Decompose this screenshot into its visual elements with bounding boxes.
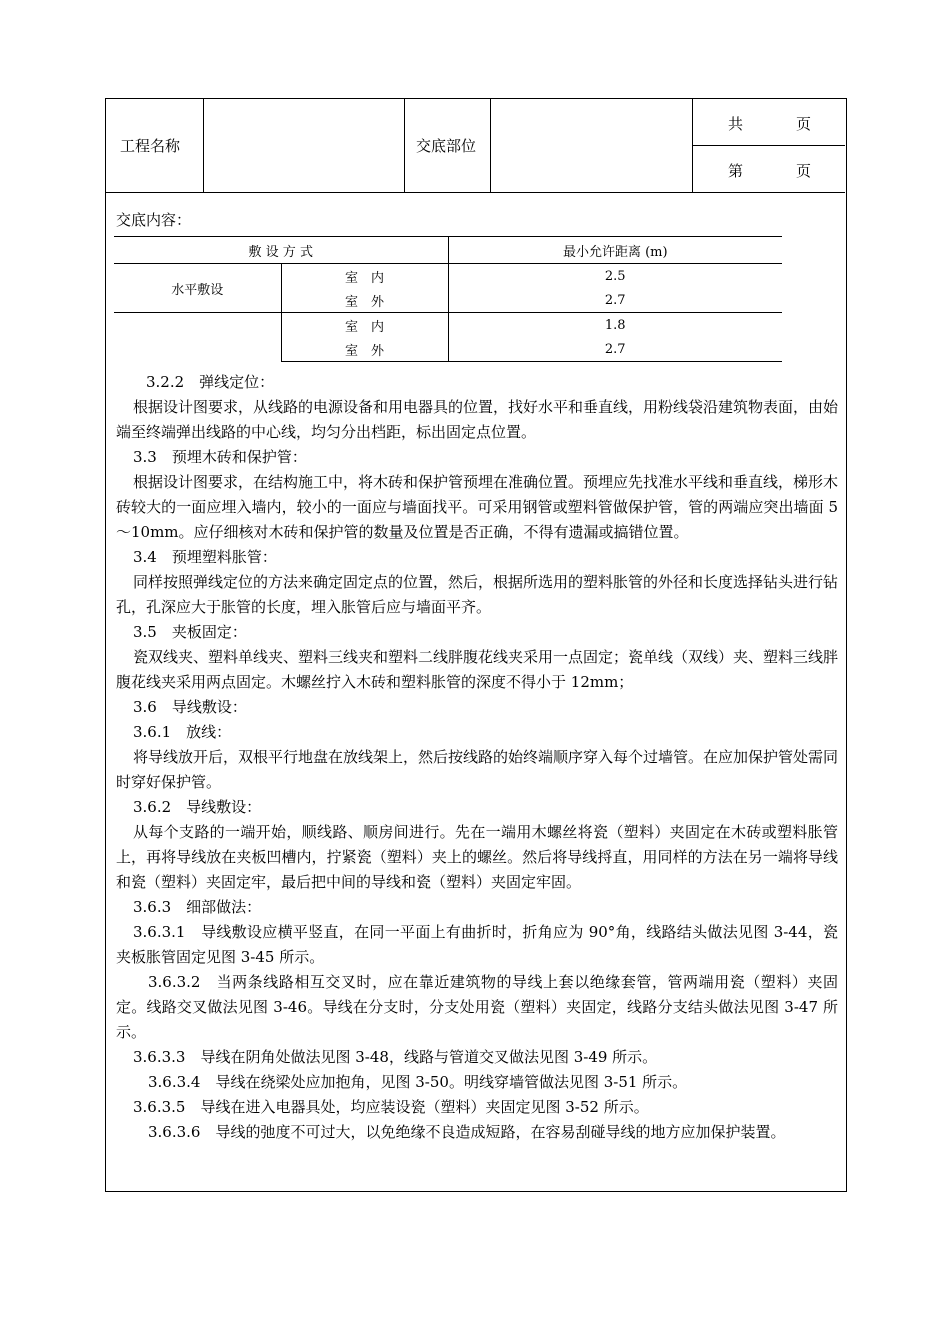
section-heading: 3.6.1 放线： xyxy=(133,723,232,741)
project-name-label: 工程名称 xyxy=(120,137,181,155)
paragraph: 3.6.3.3 导线在阴角处做法见图 3-48，线路与管道交叉做法见图 3-49 所示。 xyxy=(133,1048,658,1066)
paragraph: 3.6.3.5 导线在进入电器具处，均应装设瓷（塑料）夹固定见图 3-52 所示。 xyxy=(133,1098,649,1116)
total-pages-unit: 页 xyxy=(796,115,812,133)
min-distance-table xyxy=(114,236,782,362)
table-header-row xyxy=(114,237,782,264)
section-heading: 3.6.2 导线敷设： xyxy=(133,798,262,816)
table-cell-distance: 2.7 xyxy=(448,337,782,362)
table-cell-distance: 2.7 xyxy=(448,288,782,313)
paragraph: 瓷双线夹、塑料单线夹、塑料三线夹和塑料二线胖腹花线夹采用一点固定；瓷单线（双线）夹、塑料三线胖腹花线夹采用两点固定。木螺丝拧入木砖和塑料胀管的深度不得小于 12mm； xyxy=(116,648,839,691)
paragraph: 同样按照弹线定位的方法来确定固定点的位置，然后，根据所选用的塑料胀管的外径和长度选择钻头进行钻孔，孔深应大于胀管的长度，埋入胀管后应与墙面平齐。 xyxy=(116,573,839,616)
page-number-label: 第 xyxy=(728,162,744,180)
section-heading: 3.5 夹板固定： xyxy=(133,623,247,641)
table-cell-distance: 2.5 xyxy=(448,264,782,289)
paragraph: 3.6.3.4 导线在绕梁处应加抱角，见图 3-50。明线穿墙管做法见图 3-51 所示。 xyxy=(148,1073,688,1091)
page-number-unit: 页 xyxy=(796,162,812,180)
paragraph: 根据设计图要求，在结构施工中，将木砖和保护管预埋在准确位置。预埋应先找准水平线和垂直线，梯形木砖较大的一面应埋入墙内，较小的一面应与墙面找平。可采用钢管或塑料管做保护管，管的两端应突出墙面 5～10mm。应仔细核对木砖和保护管的数量及位置是否正确，不得有遗漏或搞错位置。 xyxy=(116,473,839,541)
column-header-method: 敷 设 方 式 xyxy=(114,237,448,264)
table-cell-location: 室 外 xyxy=(281,337,448,362)
paragraph: 从每个支路的一端开始，顺线路、顺房间进行。先在一端用木螺丝将瓷（塑料）夹固定在木砖或塑料胀管上，再将导线放在夹板凹槽内，拧紧瓷（塑料）夹上的螺丝。然后将导线捋直，用同样的方法在另一端将导线和瓷（塑料）夹固定牢，最后把中间的导线和瓷（塑料）夹固定牢固。 xyxy=(116,823,838,891)
table-row xyxy=(114,264,782,289)
table-cell-group xyxy=(114,313,281,362)
section-heading: 3.6.3 细部做法： xyxy=(133,898,262,916)
section-heading: 3.4 预埋塑料胀管： xyxy=(133,548,277,566)
table-cell-group: 水平敷设 xyxy=(171,282,224,298)
disclosure-body xyxy=(116,370,838,1145)
paragraph: 根据设计图要求，从线路的电源设备和用电器具的位置，找好水平和垂直线，用粉线袋沿建筑物表面，由始端至终端弹出线路的中心线，均匀分出档距，标出固定点位置。 xyxy=(116,398,839,441)
divider xyxy=(203,99,204,192)
paragraph: 3.6.3.6 导线的弛度不可过大，以免绝缘不良造成短路，在容易刮碰导线的地方应加保护装置。 xyxy=(148,1123,786,1141)
disclosure-form xyxy=(105,98,847,1192)
section-heading: 3.6 导线敷设： xyxy=(133,698,247,716)
header-table xyxy=(106,99,845,193)
content-label: 交底内容： xyxy=(116,211,192,229)
section-heading: 3.2.2 弹线定位： xyxy=(146,373,275,391)
table-cell-location: 室 外 xyxy=(281,288,448,313)
column-header-distance: 最小允许距离 (m) xyxy=(448,237,782,264)
divider xyxy=(404,99,405,192)
disclosure-part-label: 交底部位 xyxy=(416,137,477,155)
table-row xyxy=(114,313,782,338)
table-cell-distance: 1.8 xyxy=(448,313,782,338)
total-pages-label: 共 xyxy=(728,115,744,133)
table-cell-location: 室 内 xyxy=(281,313,448,338)
paragraph: 3.6.3.2 当两条线路相互交叉时，应在靠近建筑物的导线上套以绝缘套管，管两端用瓷（塑料）夹固定。线路交叉做法见图 3-46。导线在分支时，分支处用瓷（塑料）夹固定，线路分支结头做法见图 3-47 所示。 xyxy=(116,973,838,1041)
divider xyxy=(692,145,845,146)
divider xyxy=(490,99,491,192)
paragraph: 将导线放开后，双根平行地盘在放线架上，然后按线路的始终端顺序穿入每个过墙管。在应加保护管处需同时穿好保护管。 xyxy=(116,748,839,791)
paragraph: 3.6.3.1 导线敷设应横平竖直，在同一平面上有曲折时，折角应为 90°角，线路结头做法见图 3-44，瓷夹板胀管固定见图 3-45 所示。 xyxy=(116,923,838,966)
section-heading: 3.3 预埋木砖和保护管： xyxy=(133,448,307,466)
table-cell-location: 室 内 xyxy=(281,264,448,289)
